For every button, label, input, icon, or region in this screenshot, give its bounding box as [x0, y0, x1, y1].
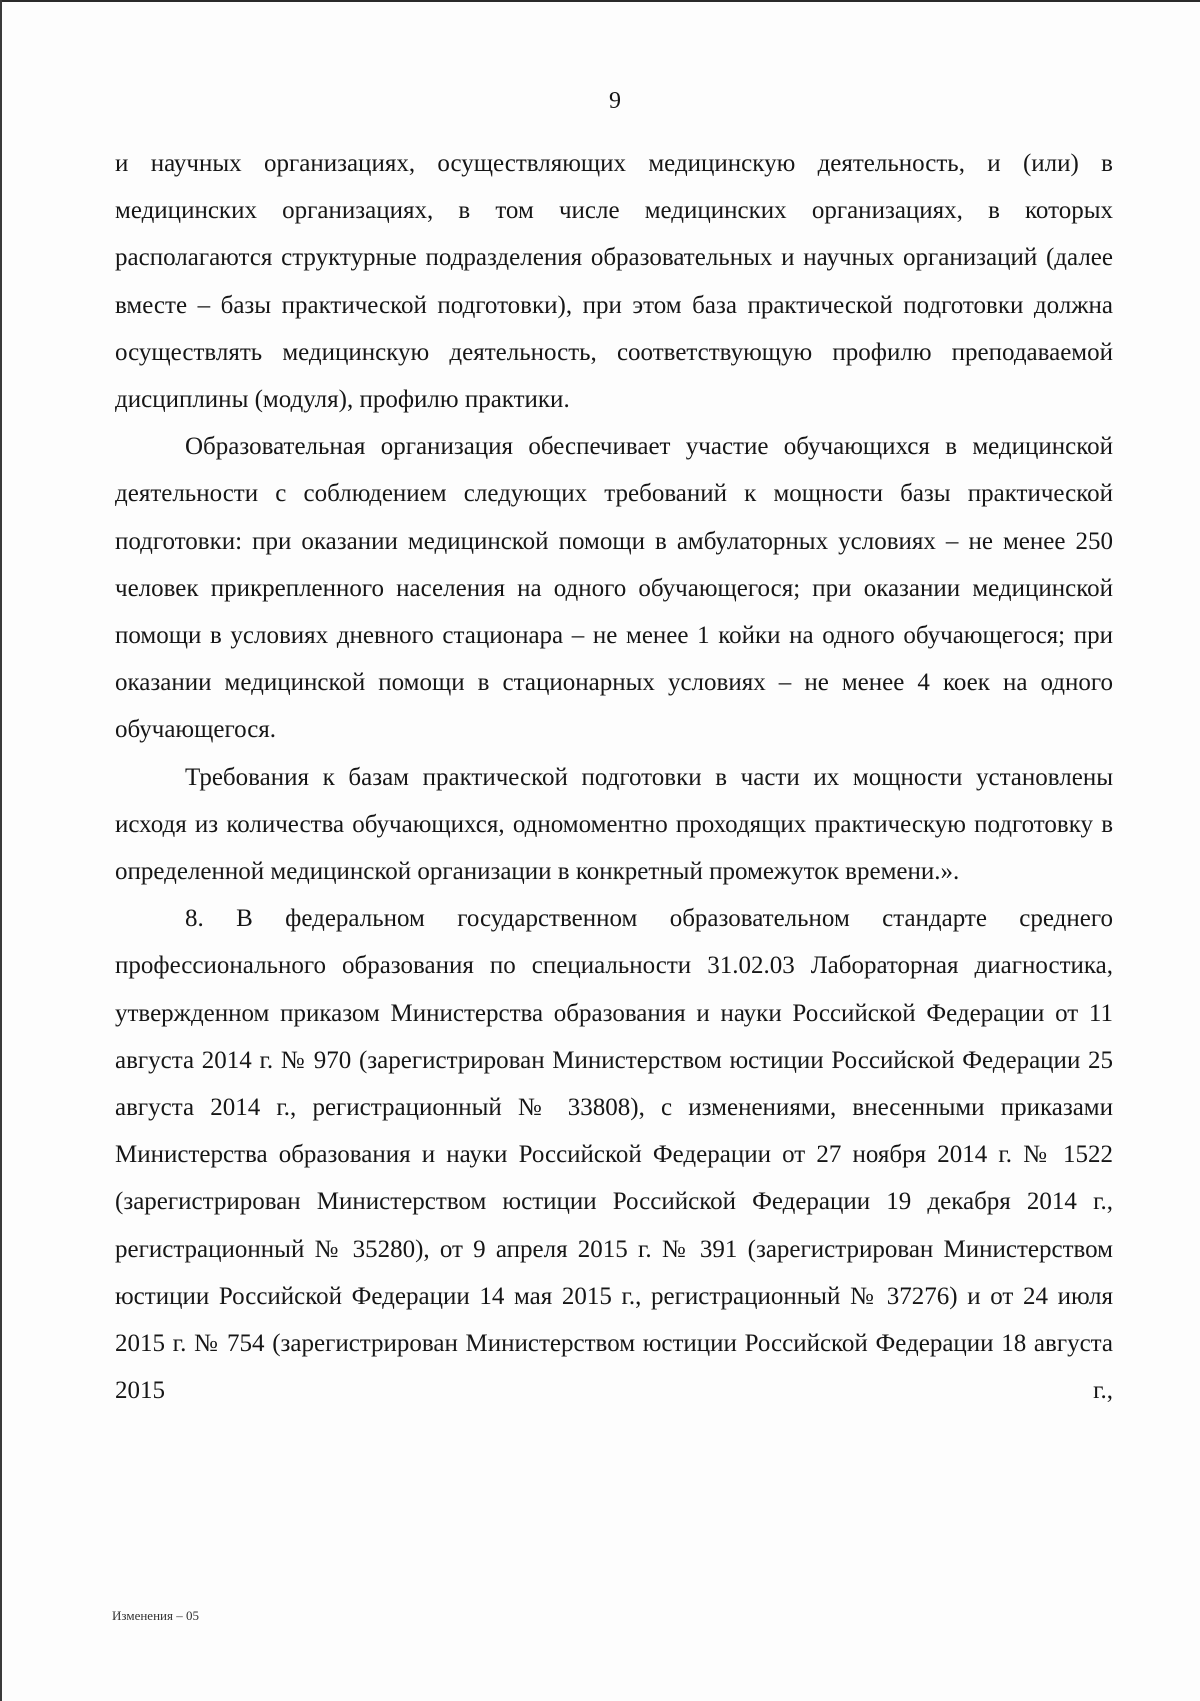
- paragraph-continuation: и научных организациях, осуществляющих медицинскую деятельность, и (или) в медицинских организациях, в том числе медицинских организациях, в которых располагаются структурные подразделения образовательных и научных организаций (далее вместе – базы практической подготовки), при этом база практической подготовки должна осуществлять медицинскую деятельность, соответствующую профилю преподаваемой дисциплины (модуля), профилю практики.: [115, 150, 1113, 414]
- page-number: 9: [609, 88, 621, 114]
- paragraph-base-requirements: Требования к базам практической подготовки в части их мощности установлены исходя из количества обучающихся, одномоментно проходящих практическую подготовку в определенной медицинской организации в конкретный промежуток времени.».: [115, 763, 1113, 886]
- footer-note: Изменения – 05: [112, 1608, 199, 1623]
- document-body: [115, 140, 1113, 1414]
- scan-edge-top: [0, 0, 1200, 2]
- paragraph-item-8: 8. В федеральном государственном образовательном стандарте среднего профессионального образования по специальности 31.02.03 Лабораторная диагностика, утвержденном приказом Министерства образования и науки Российской Федерации от 11 августа 2014 г. № 970 (зарегистрирован Министерством юстиции Российской Федерации 25 августа 2014 г., регистрационный № 33808), с изменениями, внесенными приказами Министерства образования и науки Российской Федерации от 27 ноября 2014 г. № 1522 (зарегистрирован Министерством юстиции Российской Федерации 19 декабря 2014 г., регистрационный № 35280), от 9 апреля 2015 г. № 391 (зарегистрирован Министерством юстиции Российской Федерации 14 мая 2015 г., регистрационный № 37276) и от 24 июля 2015 г. № 754 (зарегистрирован Министерством юстиции Российской Федерации 18 августа 2015 г.,: [115, 905, 1113, 1405]
- scan-edge-left: [0, 0, 2, 1701]
- paragraph-capacity-requirements: Образовательная организация обеспечивает участие обучающихся в медицинской деятельности с соблюдением следующих требований к мощности базы практической подготовки: при оказании медицинской помощи в амбулаторных условиях – не менее 250 человек прикрепленного населения на одного обучающегося; при оказании медицинской помощи в условиях дневного стационара – не менее 1 койки на одного обучающегося; при оказании медицинской помощи в стационарных условиях – не менее 4 коек на одного обучающегося.: [115, 433, 1113, 744]
